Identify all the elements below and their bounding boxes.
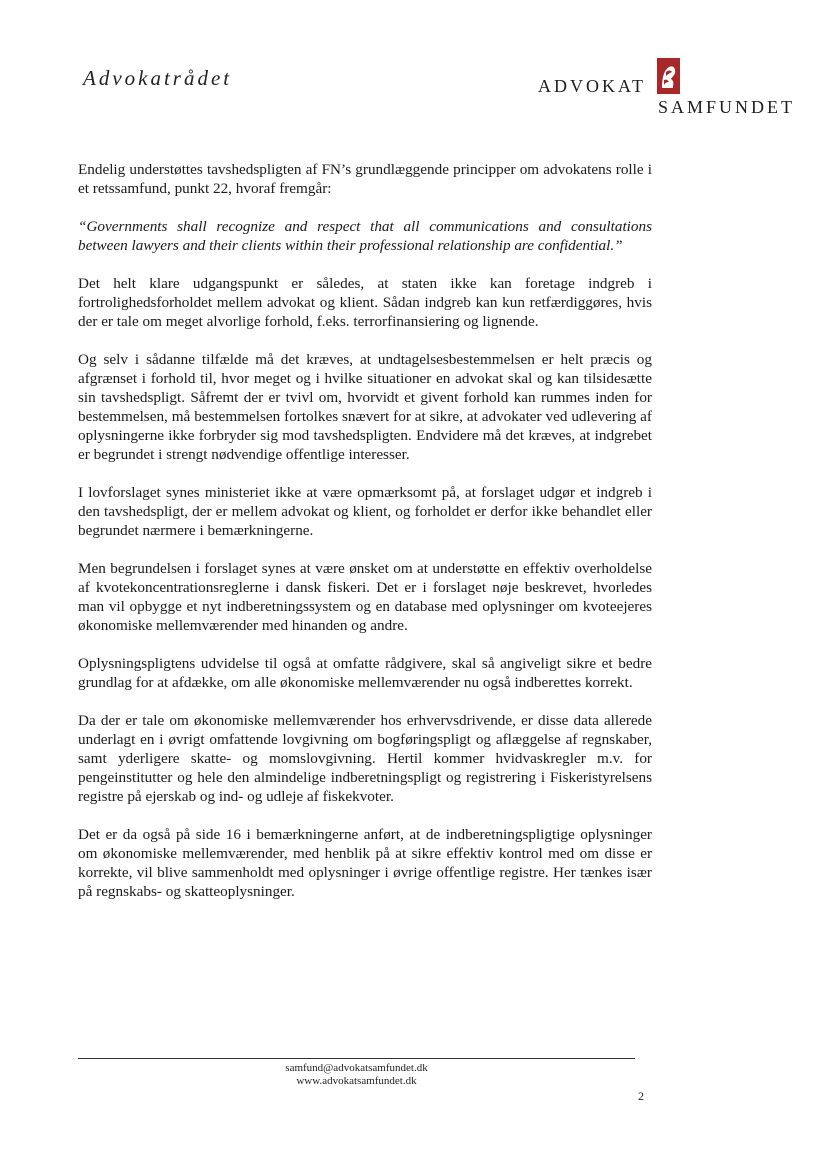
- footer-website: www.advokatsamfundet.dk: [296, 1075, 417, 1087]
- logo-text-samfundet: SAMFUNDET: [658, 97, 796, 117]
- header-title: Advokatrådet: [83, 66, 233, 90]
- logo-text-advokat: ADVOKAT: [538, 76, 646, 96]
- footer-divider: [78, 1058, 635, 1059]
- paragraph-1: Endelig understøttes tavshedspligten af FN’s grundlæggende principper om advokatens rolle i et retssamfund, punkt 22, hvoraf fremgår:: [78, 161, 652, 197]
- paragraph-3: Det helt klare udgangspunkt er således, at staten ikke kan foretage indgreb i fortrolighedsforholdet mellem advokat og klient. Sådan indgreb kan kun retfærdiggøres, hvis der er tale om meget alvorlige forhold, f.eks. terrorfinansiering og lignende.: [78, 275, 652, 330]
- paragraph-9: Det er da også på side 16 i bemærkningerne anført, at de indberetningspligtige oplysninger om økonomiske mellemværender, med henblik på at sikre effektiv kontrol med om disse er korrekte, vil blive sammenholdt med oplysninger i øvrige offentlige registre. Her tænkes især på regnskabs- og skatteoplysninger.: [78, 826, 652, 900]
- footer-contact: [78, 1062, 635, 1088]
- paragraph-5: I lovforslaget synes ministeriet ikke at være opmærksomt på, at forslaget udgør et indgreb i den tavshedspligt, der er mellem advokat og klient, og forholdet er derfor ikke behandlet eller begrundet nærmere i bemærkningerne.: [78, 484, 652, 539]
- paragraph-4: Og selv i sådanne tilfælde må det kræves, at undtagelsesbestemmelsen er helt præcis og afgrænset i forhold til, hvor meget og i hvilke situationer en advokat skal og kan tilsidesætte sin tavshedspligt. Såfremt der er tvivl om, hvorvidt et givent forhold kan rummes inden for bestemmelsen, må bestemmelsen fortolkes snævert for at sikre, at advokater ved udlevering af oplysningerne ikke forbryder sig mod tavshedspligten. Endvidere må det kræves, at indgrebet er begrundet i strengt nødvendige offentlige interesser.: [78, 351, 652, 463]
- paragraph-7: Oplysningspligtens udvidelse til også at omfatte rådgivere, skal så angiveligt sikre et bedre grundlag for at afdække, om alle økonomiske mellemværender nu også indberettes korrekt.: [78, 655, 652, 691]
- paragraph-8: Da der er tale om økonomiske mellemværender hos erhvervsdrivende, er disse data allerede underlagt en i øvrigt omfattende lovgivning om bogføringspligt og aflæggelse af regnskaber, samt yderligere skatte- og momslovgivning. Hertil kommer hvidvaskregler m.v. for pengeinstitutter og hele den almindelige indberetningspligt og registrering i Fiskeristyrelsens registre på ejerskab og ind- og udleje af fiskekvoter.: [78, 712, 652, 805]
- letter-body: [78, 160, 652, 920]
- advokatsamfundet-logo: [538, 56, 808, 124]
- footer-email: samfund@advokatsamfundet.dk: [285, 1062, 428, 1074]
- helmet-emblem-icon: [657, 58, 680, 94]
- page-number: 2: [638, 1089, 644, 1103]
- paragraph-6: Men begrundelsen i forslaget synes at være ønsket om at understøtte en effektiv overholdelse af kvotekoncentrationsreglerne i dansk fiskeri. Det er i forslaget nøje beskrevet, hvorledes man vil opbygge et nyt indberetningssystem og en database med oplysninger om kvoteejeres økonomiske mellemværender med hinanden og andre.: [78, 560, 652, 634]
- paragraph-quote: “Governments shall recognize and respect that all communications and consultations between lawyers and their clients within their professional relationship are confidential.”: [78, 218, 652, 254]
